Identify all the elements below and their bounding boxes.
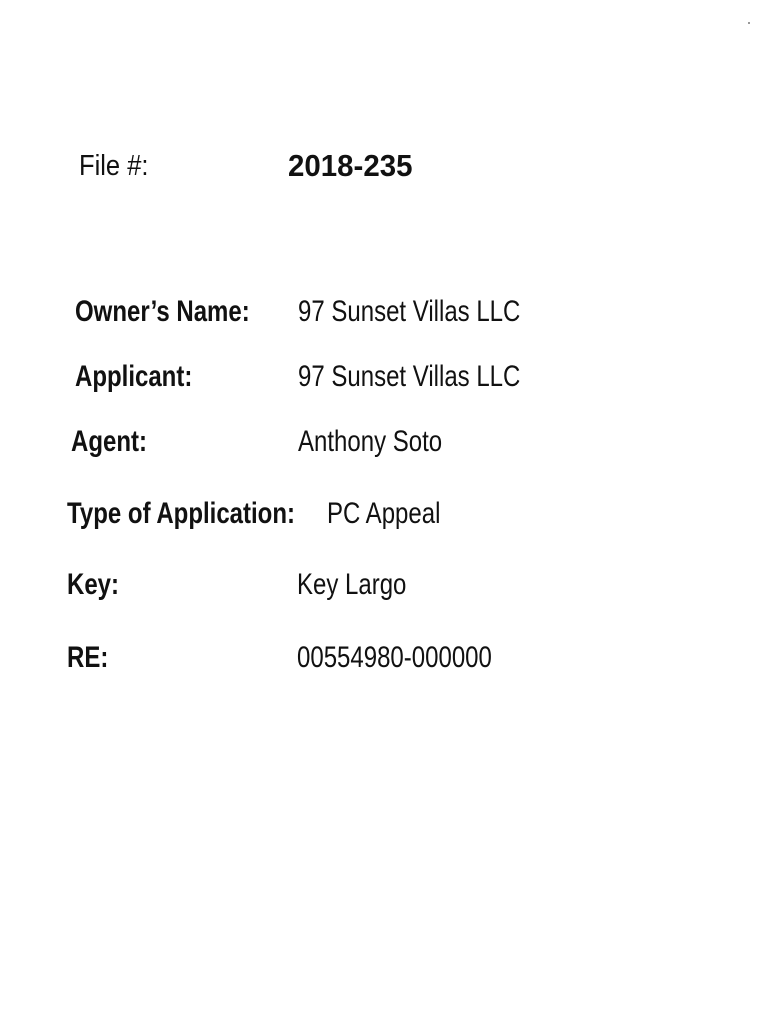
agent-label: Agent: — [71, 425, 147, 458]
re-row — [0, 636, 770, 680]
application-type-value: PC Appeal — [327, 497, 441, 530]
owner-name-label: Owner’s Name: — [75, 295, 250, 328]
re-value: 00554980-000000 — [297, 641, 492, 674]
file-number-value: 2018-235 — [288, 148, 413, 183]
applicant-row — [0, 355, 770, 399]
applicant-label: Applicant: — [75, 360, 193, 393]
agent-value: Anthony Soto — [298, 425, 443, 458]
re-label: RE: — [67, 641, 109, 674]
agent-row — [0, 420, 770, 464]
owner-name-value: 97 Sunset Villas LLC — [298, 295, 521, 328]
key-label: Key: — [67, 568, 120, 601]
file-number-label: File #: — [79, 150, 149, 182]
application-type-label: Type of Application: — [67, 497, 295, 530]
file-number-row — [0, 144, 770, 188]
application-type-row — [0, 492, 770, 536]
applicant-value: 97 Sunset Villas LLC — [298, 360, 521, 393]
scan-speck — [748, 22, 750, 24]
key-value: Key Largo — [297, 568, 407, 601]
owner-name-row — [0, 290, 770, 334]
key-row — [0, 563, 770, 607]
